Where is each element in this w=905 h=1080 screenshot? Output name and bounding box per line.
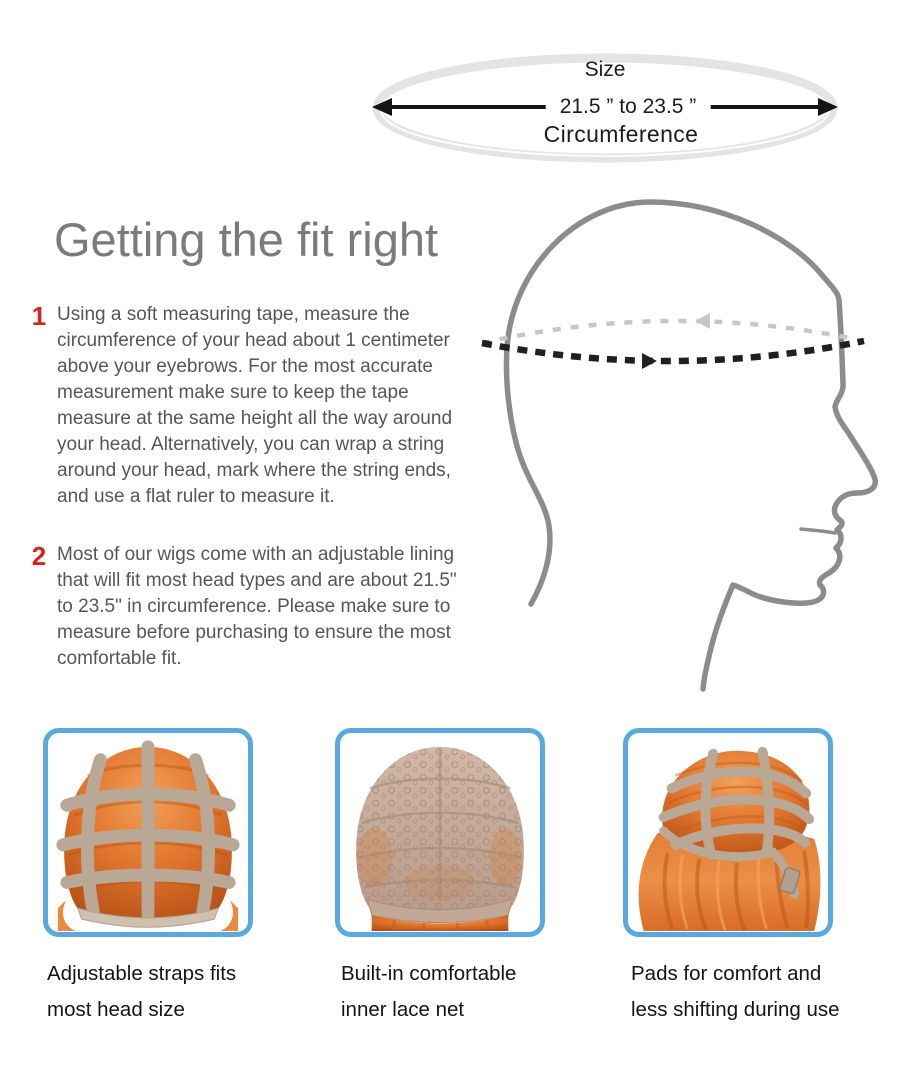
step-number: 2 <box>31 541 47 571</box>
caption-line: Adjustable straps fits <box>47 962 237 985</box>
wig-cap-side-image <box>628 733 828 932</box>
step-text: Using a soft measuring tape, measure the circumference of your head about 1 centimeter above your eyebrows. For the most accurate measurement make sure to keep the tape measure at the same height all the way around your head. Alternatively, you can wrap a string around your head, mark where the string ends, and use a flat ruler to measure it. <box>57 304 453 507</box>
measuring-tape-front <box>482 341 864 361</box>
feature-caption-3 <box>631 956 840 1028</box>
wig-cap-straps-image <box>48 733 248 932</box>
feature-card-comfort-pads <box>623 728 833 937</box>
caption-line: Built-in comfortable <box>341 962 517 985</box>
size-label: Size <box>584 58 626 81</box>
measuring-tape-back <box>482 321 864 343</box>
size-diagram <box>365 45 845 170</box>
caption-line: less shifting during use <box>631 998 840 1021</box>
tape-back-arrowhead <box>695 313 710 329</box>
feature-caption-1 <box>47 956 236 1028</box>
circumference-label: Circumference <box>543 121 699 147</box>
step-item-1 <box>28 302 468 510</box>
tape-front-arrowhead <box>642 353 657 369</box>
feature-card-lace-net <box>335 728 545 937</box>
caption-line: most head size <box>47 998 185 1021</box>
step-item-2 <box>28 542 468 672</box>
size-range-label: 21.5 ” to 23.5 ” <box>546 95 711 119</box>
head-outline <box>506 202 875 689</box>
head-profile-illustration <box>460 180 905 700</box>
feature-card-adjustable-straps <box>43 728 253 937</box>
caption-line: inner lace net <box>341 998 465 1021</box>
step-number: 1 <box>31 301 47 331</box>
page-title: Getting the fit right <box>54 213 439 266</box>
mouth-line <box>801 529 835 533</box>
wig-cap-lace-image <box>340 733 540 932</box>
feature-caption-2 <box>341 956 516 1028</box>
caption-line: Pads for comfort and <box>631 962 822 985</box>
step-text: Most of our wigs come with an adjustable lining that will fit most head types and are about 21.5" to 23.5" in circumference. Please make sure to measure before purchasing to ensure the most comfortable fit. <box>57 544 457 669</box>
